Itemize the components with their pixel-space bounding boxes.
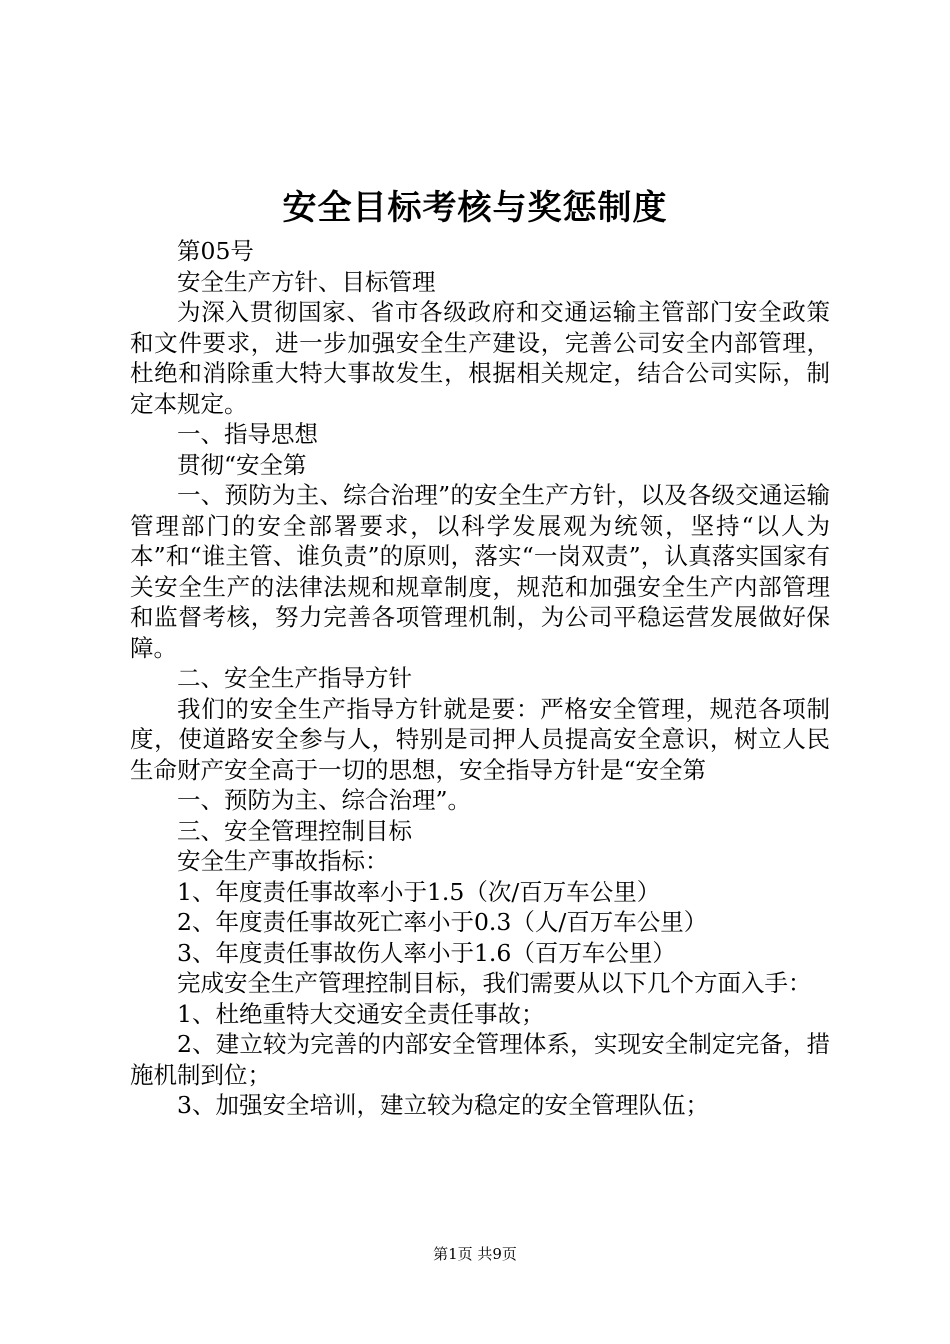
page-footer: 第1页 共9页: [433, 1245, 517, 1263]
paragraph: 为深入贯彻国家、省市各级政府和交通运输主管部门安全政策和文件要求，进一步加强安全生产建设，完善公司安全内部管理，杜绝和消除重大特大事故发生，根据相关规定，结合公司实际，制定本规定。: [130, 298, 830, 418]
paragraph: 完成安全生产管理控制目标，我们需要从以下几个方面入手：: [177, 969, 812, 997]
paragraph: 我们的安全生产指导方针就是要：严格安全管理，规范各项制度，使道路安全参与人，特别是司押人员提高安全意识，树立人民生命财产安全高于一切的思想，安全指导方针是“安全第: [130, 694, 830, 784]
paragraph: 一、预防为主、综合治理”。: [177, 786, 472, 814]
document-title: 安全目标考核与奖惩制度: [282, 188, 668, 228]
section-heading: 二、安全生产指导方针: [177, 664, 412, 692]
paragraph: 贯彻“安全第: [177, 450, 307, 479]
list-item: 3、加强安全培训，建立较为稳定的安全管理队伍；: [177, 1091, 709, 1119]
list-item: 2、年度责任事故死亡率小于0.3（人/百万车公里）: [177, 908, 708, 936]
paragraph: 一、预防为主、综合治理”的安全生产方针，以及各级交通运输管理部门的安全部署要求，以科学发展观为统领，坚持“以人为本”和“谁主管、谁负责”的原则，落实“一岗双责”，认真落实国家有关安全生产的法律法规和规章制度，规范和加强安全生产内部管理和监督考核，努力完善各项管理机制，为公司平稳运营发展做好保障。: [130, 481, 830, 662]
section-heading: 三、安全管理控制目标: [177, 816, 412, 845]
list-item: 3、年度责任事故伤人率小于1.6（百万车公里）: [177, 938, 676, 967]
document-number: 第05号: [177, 237, 254, 265]
list-item: 2、建立较为完善的内部安全管理体系，实现安全制定完备，措施机制到位；: [130, 1030, 830, 1089]
document-body: [130, 236, 830, 1121]
paragraph: 安全生产事故指标：: [177, 847, 389, 875]
section-heading: 安全生产方针、目标管理: [177, 267, 436, 296]
list-item: 1、年度责任事故率小于1.5（次/百万车公里）: [177, 877, 661, 906]
section-heading: 一、指导思想: [177, 420, 318, 448]
list-item: 1、杜绝重特大交通安全责任事故；: [177, 999, 545, 1028]
